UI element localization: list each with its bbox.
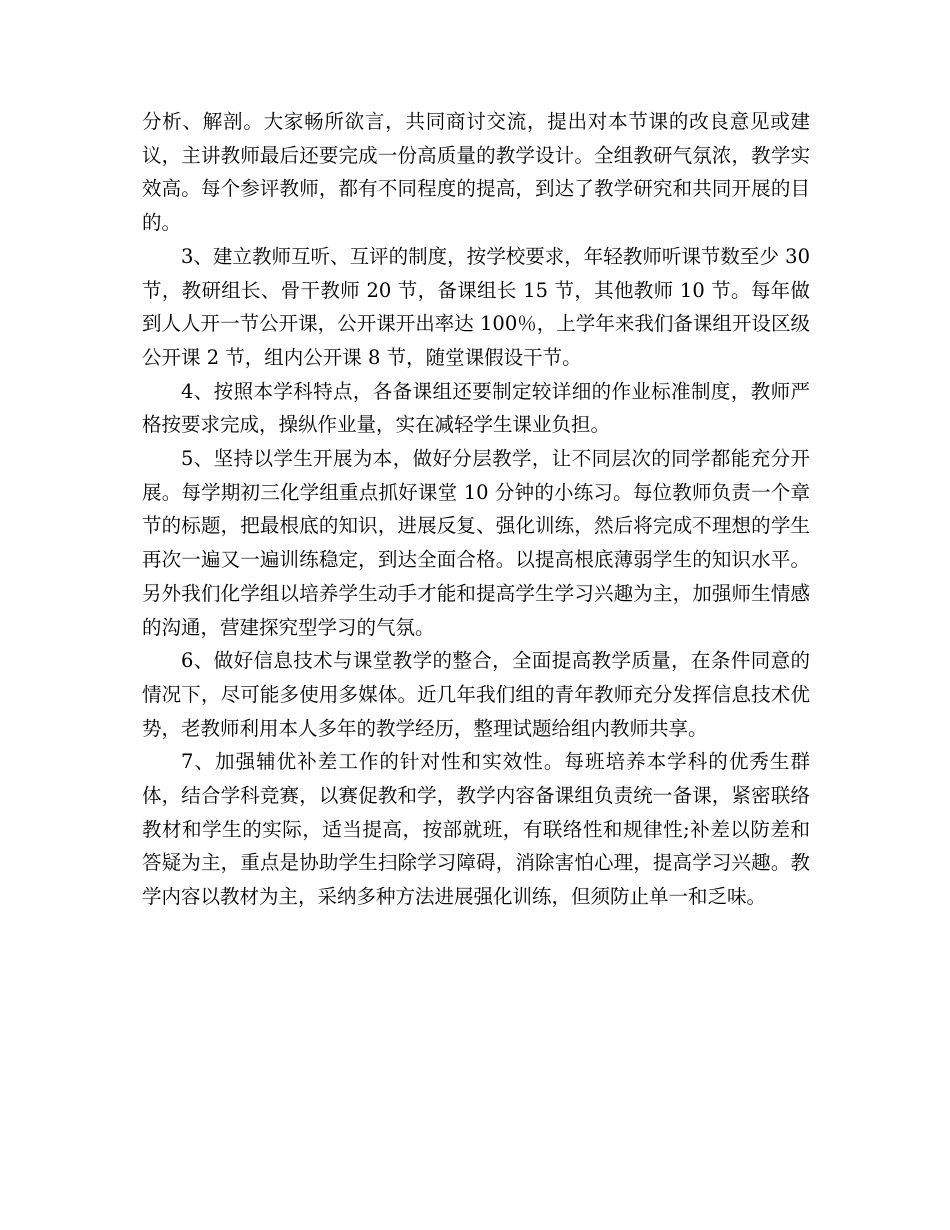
paragraph-item-6: 6、做好信息技术与课堂教学的整合，全面提高教学质量，在条件同意的情况下，尽可能多使用多媒体。近几年我们组的青年教师充分发挥信息技术优势，老教师利用本人多年的教学经历，整理试题给组内教师共享。 <box>142 649 810 740</box>
paragraph-item-5: 5、坚持以学生开展为本，做好分层教学，让不同层次的同学都能充分开展。每学期初三化学组重点抓好课堂 10 分钟的小练习。每位教师负责一个章节的标题，把最根底的知识，进展反复、强化训练，然后将完成不理想的学生再次一遍又一遍训练稳定，到达全面合格。以提高根底薄弱学生的知识水平。另外我们化学组以培养学生动手才能和提高学生学习兴趣为主，加强师生情感的沟通，营建探究型学习的气氛。 <box>142 447 810 639</box>
paragraph-item-3: 3、建立教师互听、互评的制度，按学校要求，年轻教师听课节数至少 30 节，教研组长、骨干教师 20 节，备课组长 15 节，其他教师 10 节。每年做到人人开一节公开课，公开课开出率达 100％，上学年来我们备课组开设区级公开课 2 节，组内公开课 8 节，随堂课假设干节。 <box>142 244 810 369</box>
paragraph-analysis: 分析、解剖。大家畅所欲言，共同商讨交流，提出对本节课的改良意见或建议，主讲教师最后还要完成一份高质量的教学设计。全组教研气氛浓，教学实效高。每个参评教师，都有不同程度的提高，到达了教学研究和共同开展的目的。 <box>142 110 810 235</box>
document-page <box>142 105 810 914</box>
paragraph-item-7: 7、加强辅优补差工作的针对性和实效性。每班培养本学科的优秀生群体，结合学科竞赛，以赛促教和学，教学内容备课组负责统一备课，紧密联络教材和学生的实际，适当提高，按部就班，有联络性和规律性;补差以防差和答疑为主，重点是协助学生扫除学习障碍，消除害怕心理，提高学习兴趣。教学内容以教材为主，采纳多种方法进展强化训练，但须防止单一和乏味。 <box>142 750 810 909</box>
paragraph-item-4: 4、按照本学科特点，各备课组还要制定较详细的作业标准制度，教师严格按要求完成，操纵作业量，实在减轻学生课业负担。 <box>142 379 810 437</box>
